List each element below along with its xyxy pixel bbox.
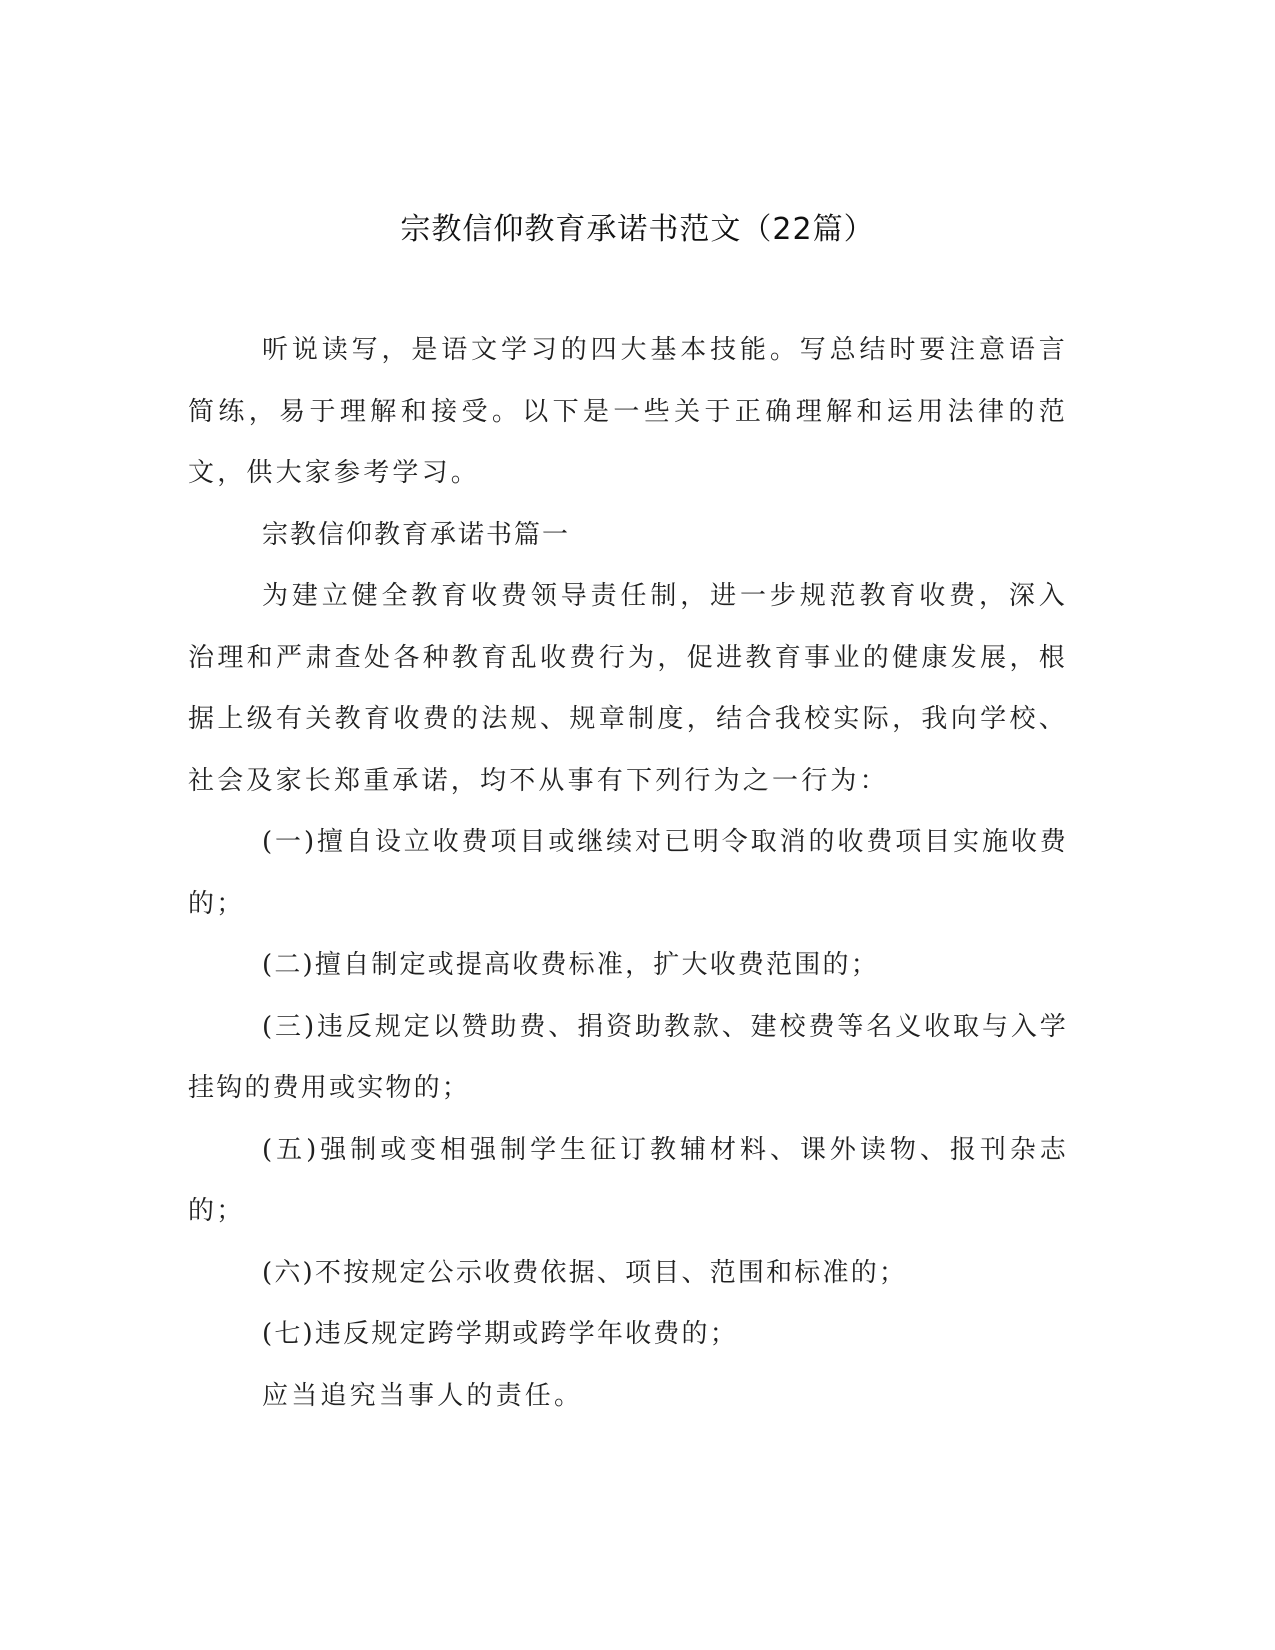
intro-paragraph: 听说读写，是语文学习的四大基本技能。写总结时要注意语言简练，易于理解和接受。以下是一些关于正确理解和运用法律的范文，供大家参考学习。: [188, 335, 1068, 488]
list-item: (六)不按规定公示收费依据、项目、范围和标准的；: [262, 1257, 908, 1288]
document-title: 宗教信仰教育承诺书范文（22篇）: [400, 212, 875, 247]
list-item: (二)擅自制定或提高收费标准，扩大收费范围的；: [262, 950, 879, 980]
list-item: (三)违反规定以赞助费、捐资助教款、建校费等名义收取与入学挂钩的费用或实物的；: [188, 1011, 1068, 1103]
list-item: (五)强制或变相强制学生征订教辅材料、课外读物、报刊杂志的；: [188, 1134, 1068, 1226]
pledge-paragraph: 为建立健全教育收费领导责任制，进一步规范教育收费，深入治理和严肃查处各种教育乱收费行为，促进教育事业的健康发展，根据上级有关教育收费的法规、规章制度，结合我校实际，我向学校、社会及家长郑重承诺，均不从事有下列行为之一行为：: [188, 581, 1068, 796]
list-item: (一)擅自设立收费项目或继续对已明令取消的收费项目实施收费的；: [188, 827, 1068, 919]
list-item: (七)违反规定跨学期或跨学年收费的；: [262, 1319, 738, 1349]
closing-paragraph: 应当追究当事人的责任。: [262, 1380, 584, 1411]
section-heading: 宗教信仰教育承诺书篇一: [262, 519, 571, 550]
document-body: [188, 320, 1068, 1427]
